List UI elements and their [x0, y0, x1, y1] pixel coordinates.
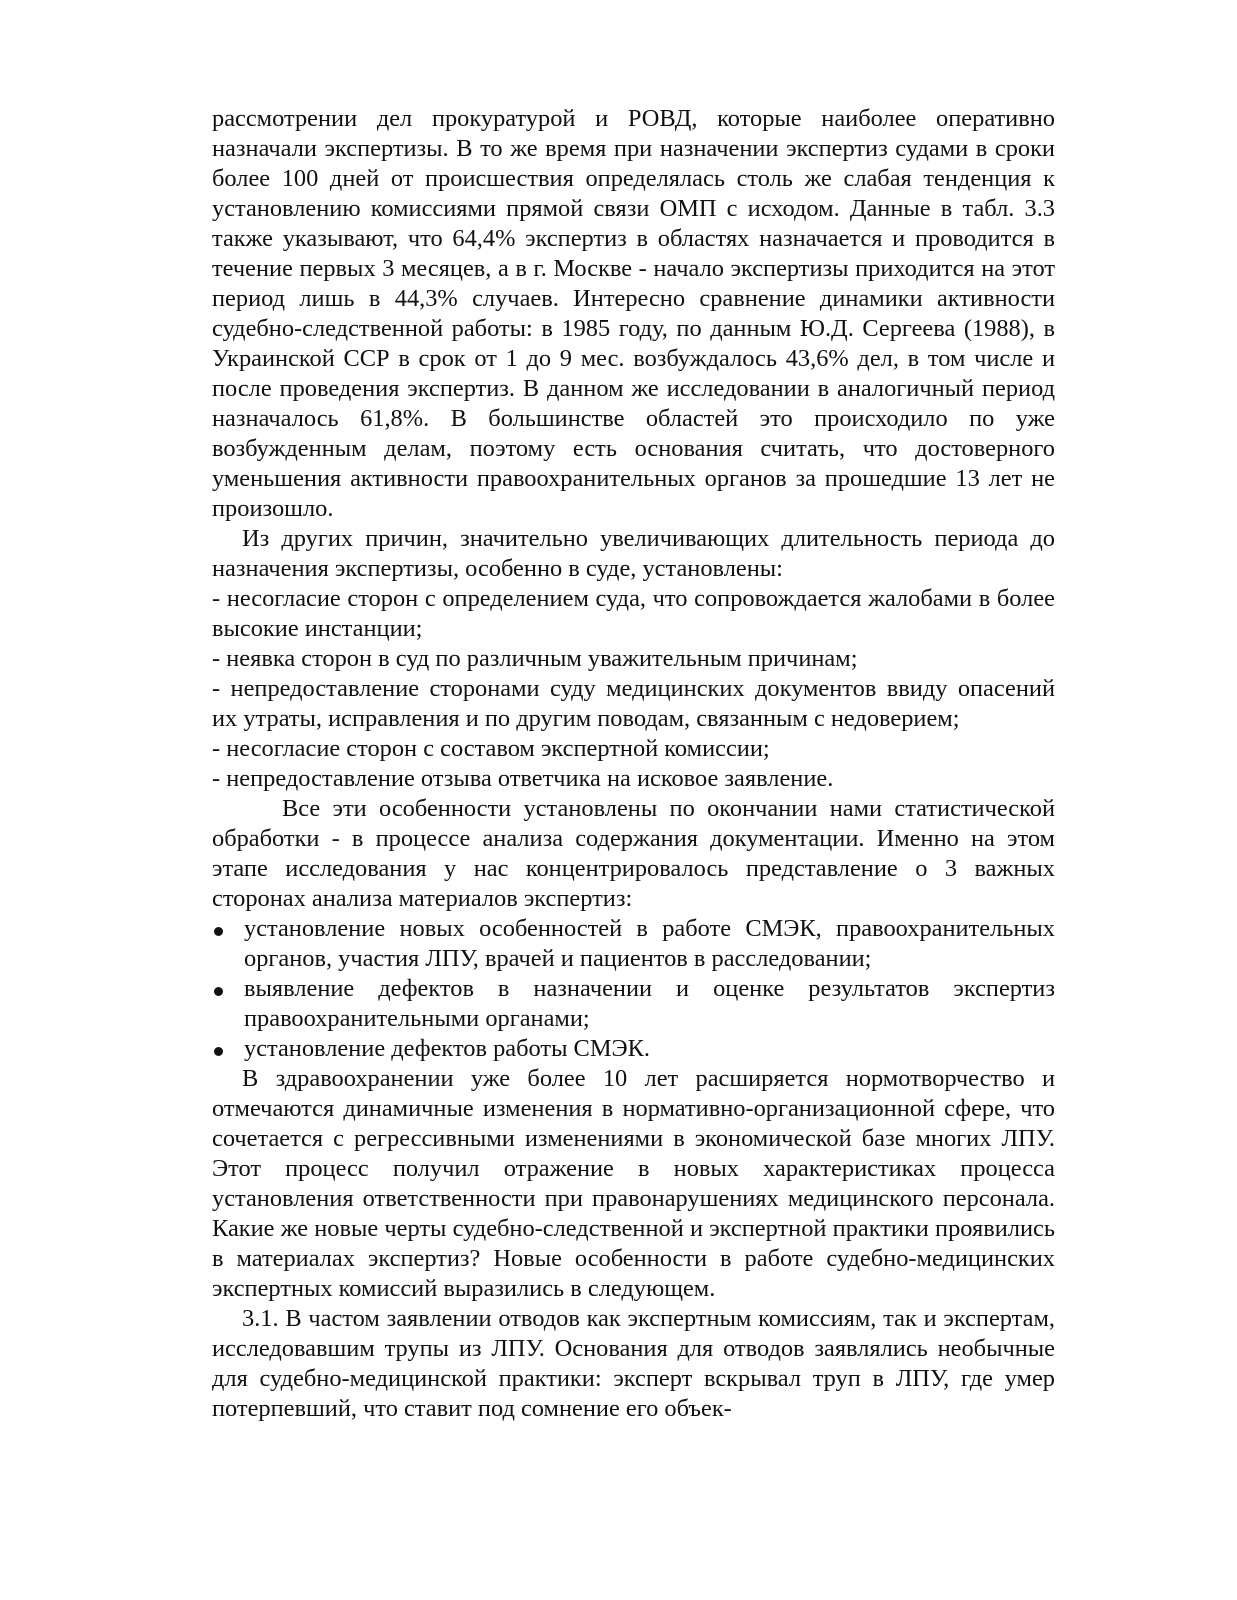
dash-item: - непредоставление сторонами суду медицинских документов ввиду опасений их утраты, исправления и по другим поводам, связанным с недоверием;: [212, 675, 1055, 732]
paragraph-3: Все эти особенности установлены по окончании нами статистической обработки - в процессе анализа содержания документации. Именно на этом этапе исследования у нас концентрировалось представление о 3 важных сторонах анализа материалов экспертиз:: [212, 795, 1055, 912]
paragraph-5: 3.1. В частом заявлении отводов как экспертным комиссиям, так и экспертам, исследовавшим трупы из ЛПУ. Основания для отводов заявлялись необычные для судебно-медицинской практики: эксперт вскрывал труп в ЛПУ, где умер потерпевший, что ставит под сомнение его объек-: [212, 1305, 1055, 1422]
bullet-text: выявление дефектов в назначении и оценке результатов экспертиз правоохранительными органами;: [244, 975, 1055, 1032]
bullet-item: [212, 1034, 1055, 1064]
bullet-icon: [214, 927, 223, 936]
bullet-text: установление новых особенностей в работе СМЭК, правоохранительных органов, участия ЛПУ, врачей и пациентов в расследовании;: [244, 915, 1055, 972]
dash-item: - несогласие сторон с определением суда, что сопровождается жалобами в более высокие инстанции;: [212, 585, 1055, 642]
bullet-item: [212, 914, 1055, 974]
bullet-item: [212, 974, 1055, 1034]
paragraph-2: Из других причин, значительно увеличивающих длительность периода до назначения экспертизы, особенно в суде, установлены:: [212, 525, 1055, 582]
bullet-icon: [214, 1047, 223, 1056]
dash-item: - несогласие сторон с составом экспертной комиссии;: [212, 735, 770, 762]
document-page: [212, 104, 1055, 1424]
dash-item: - непредоставление отзыва ответчика на исковое заявление.: [212, 765, 834, 792]
bullet-icon: [214, 987, 223, 996]
dash-list: [212, 584, 1055, 794]
paragraph-4: В здравоохранении уже более 10 лет расширяется нормотворчество и отмечаются динамичные изменения в нормативно-организационной сфере, что сочетается с регрессивными изменениями в экономической базе многих ЛПУ. Этот процесс получил отражение в новых характеристиках процесса установления ответственности при правонарушениях медицинского персонала. Какие же новые черты судебно-следственной и экспертной практики проявились в материалах экспертиз? Новые особенности в работе судебно-медицинских экспертных комиссий выразились в следующем.: [212, 1065, 1055, 1302]
bullet-text: установление дефектов работы СМЭК.: [244, 1035, 650, 1062]
dash-item: - неявка сторон в суд по различным уважительным причинам;: [212, 645, 858, 672]
bullet-list: [212, 914, 1055, 1064]
paragraph-1: рассмотрении дел прокуратурой и РОВД, которые наиболее оперативно назначали экспертизы. В то же время при назначении экспертиз судами в сроки более 100 дней от происшествия определялась столь же слабая тенденция к установлению комиссиями прямой связи ОМП с исходом. Данные в табл. 3.3 также указывают, что 64,4% экспертиз в областях назначается и проводится в течение первых 3 месяцев, а в г. Москве - начало экспертизы приходится на этот период лишь в 44,3% случаев. Интересно сравнение динамики активности судебно-следственной работы: в 1985 году, по данным Ю.Д. Сергеева (1988), в Украинской ССР в срок от 1 до 9 мес. возбуждалось 43,6% дел, в том числе и после проведения экспертиз. В данном же исследовании в аналогичный период назначалось 61,8%. В большинстве областей это происходило по уже возбужденным делам, поэтому есть основания считать, что достоверного уменьшения активности правоохранительных органов за прошедшие 13 лет не произошло.: [212, 105, 1055, 522]
